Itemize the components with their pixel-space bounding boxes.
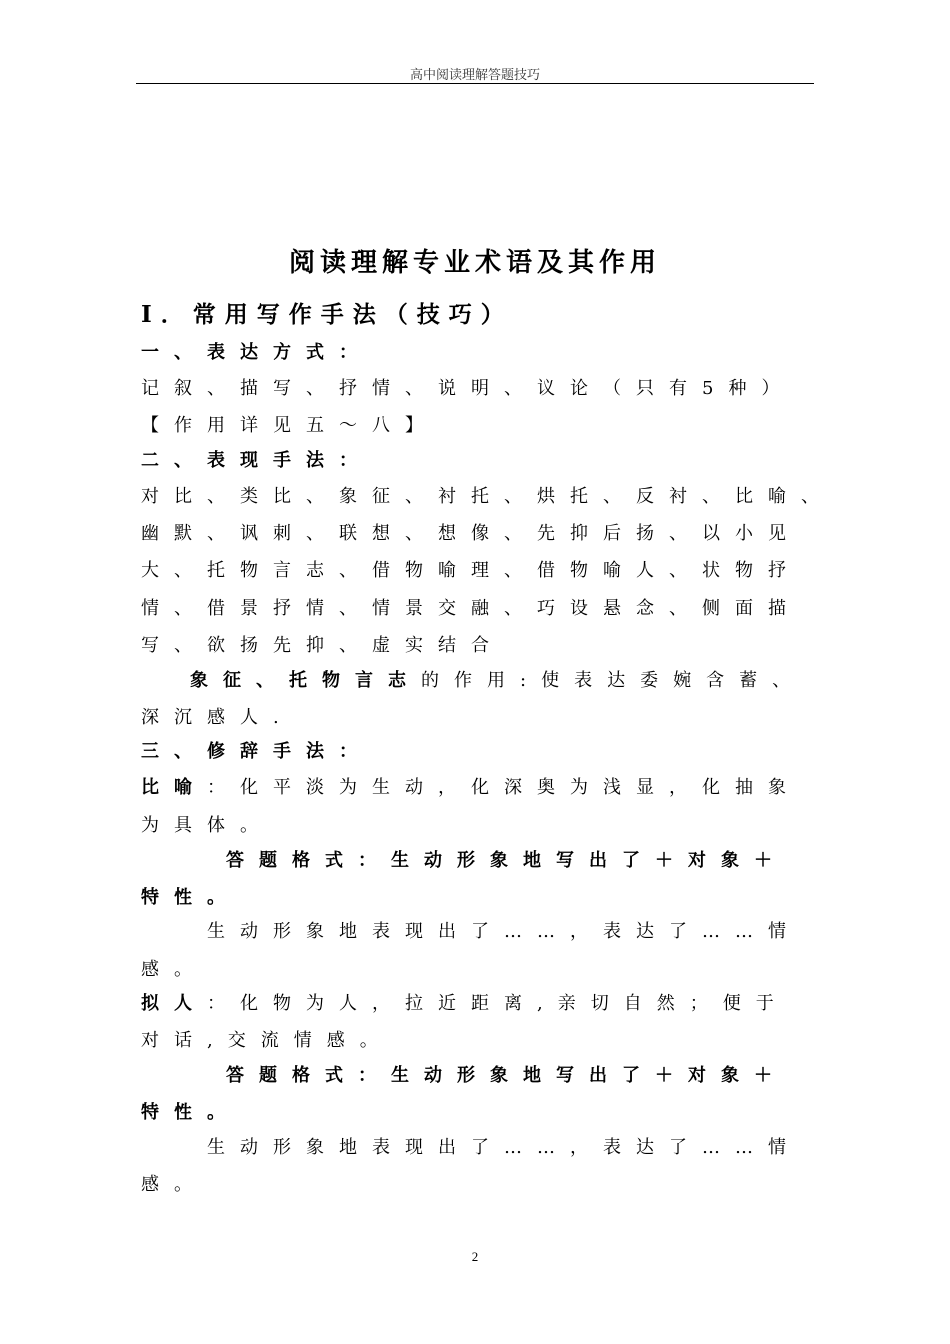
text-line: 写、欲扬先抑、虚实结合 bbox=[141, 635, 504, 656]
bold-term: 拟人 bbox=[141, 993, 207, 1014]
running-header: 高中阅读理解答题技巧 bbox=[409, 67, 540, 82]
text-line: 【作用详见五～八】 bbox=[141, 415, 438, 436]
bold-term: 比喻 bbox=[141, 777, 207, 798]
text-line: 为具体。 bbox=[141, 815, 273, 836]
answer-format-line: 特性。 bbox=[141, 887, 240, 908]
text-line: 对比、类比、象征、衬托、烘托、反衬、比喻、 bbox=[141, 486, 834, 507]
text-line: 生动形象地表现出了……，表达了……情 bbox=[207, 921, 801, 942]
answer-format-line: 特性。 bbox=[141, 1102, 240, 1123]
text-line bbox=[141, 773, 801, 799]
answer-format-line: 答题格式：生动形象地写出了＋对象＋ bbox=[226, 850, 787, 871]
text-run: ：化物为人，拉近距离,亲切自然；便于 bbox=[207, 993, 789, 1014]
text-run: ：化平淡为生动，化深奥为浅显，化抽象 bbox=[207, 777, 801, 798]
text-line: 感。 bbox=[141, 959, 207, 980]
heading-expression-modes: 一、表达方式： bbox=[141, 342, 372, 363]
bold-term: 象征、托物言志 bbox=[190, 670, 421, 691]
page-number: 2 bbox=[471, 1249, 479, 1264]
section-title: Ⅰ．常用写作手法（技巧） bbox=[141, 301, 513, 328]
heading-techniques: 二、表现手法： bbox=[141, 450, 372, 471]
text-line: 生动形象地表现出了……，表达了……情 bbox=[207, 1137, 801, 1158]
text-line: 大、托物言志、借物喻理、借物喻人、状物抒 bbox=[141, 560, 801, 581]
text-line: 感。 bbox=[141, 1174, 207, 1195]
answer-format-line: 答题格式：生动形象地写出了＋对象＋ bbox=[226, 1065, 787, 1086]
text-line: 深沉感人. bbox=[141, 707, 294, 728]
text-line: 情、借景抒情、情景交融、巧设悬念、侧面描 bbox=[141, 598, 801, 619]
text-line bbox=[190, 666, 805, 692]
text-line: 幽默、讽刺、联想、想像、先抑后扬、以小见 bbox=[141, 523, 801, 544]
text-line bbox=[141, 989, 789, 1015]
text-line: 记叙、描写、抒情、说明、议论（只有5种） bbox=[141, 378, 795, 399]
header-divider bbox=[136, 83, 814, 84]
text-run: 的作用:使表达委婉含蓄、 bbox=[421, 670, 806, 691]
document-title: 阅读理解专业术语及其作用 bbox=[288, 248, 661, 278]
text-line: 对话,交流情感。 bbox=[141, 1030, 393, 1051]
heading-rhetoric: 三、修辞手法： bbox=[141, 741, 372, 762]
